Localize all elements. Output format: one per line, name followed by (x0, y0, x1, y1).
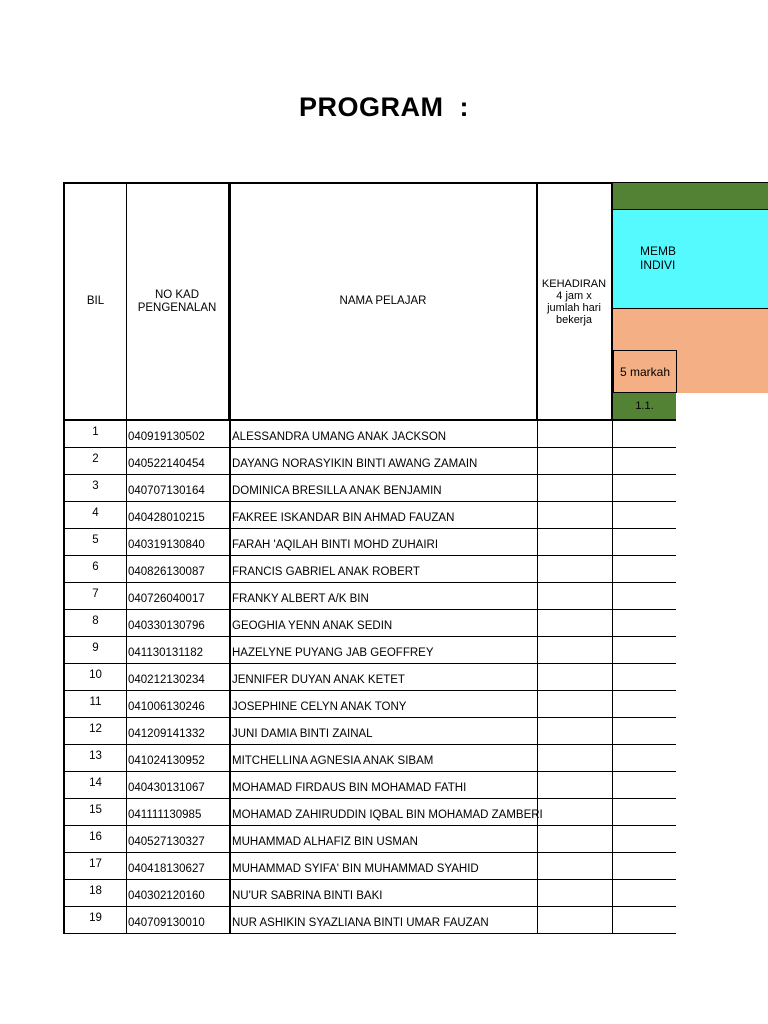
row-attendance[interactable] (537, 826, 613, 853)
marks-cell (613, 350, 677, 393)
section-header-band (613, 182, 768, 209)
row-name: HAZELYNE PUYANG JAB GEOFFREY (231, 637, 538, 664)
table-row (63, 610, 676, 637)
row-ic: 040430131067 (127, 772, 231, 799)
row-bil: 2 (63, 448, 127, 475)
row-name: ALESSANDRA UMANG ANAK JACKSON (231, 421, 538, 448)
table-row (63, 853, 676, 880)
row-attendance[interactable] (537, 853, 613, 880)
row-score[interactable] (613, 853, 676, 880)
row-bil: 3 (63, 475, 127, 502)
row-attendance[interactable] (537, 421, 613, 448)
row-bil: 10 (63, 664, 127, 691)
table-row (63, 826, 676, 853)
header-attendance (537, 182, 613, 421)
row-name: DAYANG NORASYIKIN BINTI AWANG ZAMAIN (231, 448, 538, 475)
row-name: FRANCIS GABRIEL ANAK ROBERT (231, 556, 538, 583)
row-bil: 16 (63, 826, 127, 853)
row-bil: 17 (63, 853, 127, 880)
table-row (63, 556, 676, 583)
row-ic: 040726040017 (127, 583, 231, 610)
row-name: JUNI DAMIA BINTI ZAINAL (231, 718, 538, 745)
row-ic: 040707130164 (127, 475, 231, 502)
row-bil: 13 (63, 745, 127, 772)
row-name: MITCHELLINA AGNESIA ANAK SIBAM (231, 745, 538, 772)
row-ic: 041111130985 (127, 799, 231, 826)
row-score[interactable] (613, 421, 676, 448)
table-row (63, 880, 676, 907)
item-number-label: 1.1. (635, 400, 654, 412)
row-score[interactable] (613, 637, 676, 664)
row-name: DOMINICA BRESILLA ANAK BENJAMIN (231, 475, 538, 502)
table-row (63, 448, 676, 475)
header-bil (63, 182, 127, 421)
row-attendance[interactable] (537, 664, 613, 691)
row-ic: 041209141332 (127, 718, 231, 745)
row-ic: 040330130796 (127, 610, 231, 637)
row-attendance[interactable] (537, 448, 613, 475)
row-ic: 040212130234 (127, 664, 231, 691)
row-attendance[interactable] (537, 691, 613, 718)
row-bil: 19 (63, 907, 127, 934)
table-row (63, 907, 676, 934)
row-attendance[interactable] (537, 880, 613, 907)
row-name: MOHAMAD FIRDAUS BIN MOHAMAD FATHI (231, 772, 538, 799)
row-bil: 18 (63, 880, 127, 907)
row-name: GEOGHIA YENN ANAK SEDIN (231, 610, 538, 637)
section-title-label: MEMB INDIVI (640, 244, 676, 272)
table-row (63, 772, 676, 799)
row-score[interactable] (613, 556, 676, 583)
row-score[interactable] (613, 718, 676, 745)
row-ic: 040527130327 (127, 826, 231, 853)
clipped-area (676, 393, 768, 933)
row-attendance[interactable] (537, 475, 613, 502)
row-bil: 9 (63, 637, 127, 664)
row-ic: 041006130246 (127, 691, 231, 718)
row-bil: 14 (63, 772, 127, 799)
row-attendance[interactable] (537, 745, 613, 772)
row-attendance[interactable] (537, 718, 613, 745)
table-row (63, 529, 676, 556)
row-ic: 040709130010 (127, 907, 231, 934)
row-ic: 041130131182 (127, 637, 231, 664)
row-score[interactable] (613, 448, 676, 475)
row-score[interactable] (613, 664, 676, 691)
header-name-label: NAMA PELAJAR (339, 295, 427, 307)
row-attendance[interactable] (537, 799, 613, 826)
row-bil: 7 (63, 583, 127, 610)
row-score[interactable] (613, 907, 676, 934)
row-bil: 4 (63, 502, 127, 529)
table-row (63, 502, 676, 529)
row-attendance[interactable] (537, 529, 613, 556)
row-score[interactable] (613, 772, 676, 799)
row-bil: 6 (63, 556, 127, 583)
row-attendance[interactable] (537, 556, 613, 583)
row-name: NU'UR SABRINA BINTI BAKI (231, 880, 538, 907)
page-title: PROGRAM : (299, 92, 469, 122)
row-attendance[interactable] (537, 772, 613, 799)
row-ic: 040522140454 (127, 448, 231, 475)
header-name (230, 182, 538, 421)
header-ic (126, 182, 231, 421)
table-row (63, 718, 676, 745)
row-ic: 040919130502 (127, 421, 231, 448)
header-bil-label: BIL (86, 295, 105, 307)
table-row (63, 583, 676, 610)
row-name: FAKREE ISKANDAR BIN AHMAD FAUZAN (231, 502, 538, 529)
row-bil: 12 (63, 718, 127, 745)
row-name: FARAH 'AQILAH BINTI MOHD ZUHAIRI (231, 529, 538, 556)
row-name: NUR ASHIKIN SYAZLIANA BINTI UMAR FAUZAN (231, 907, 538, 934)
header-attendance-label: KEHADIRAN 4 jam x jumlah hari bekerja (541, 277, 607, 326)
row-bil: 15 (63, 799, 127, 826)
row-name: JOSEPHINE CELYN ANAK TONY (231, 691, 538, 718)
row-score[interactable] (613, 475, 676, 502)
row-ic: 040428010215 (127, 502, 231, 529)
row-score[interactable] (613, 745, 676, 772)
row-bil: 11 (63, 691, 127, 718)
row-score[interactable] (613, 529, 676, 556)
row-score[interactable] (613, 610, 676, 637)
row-name: MOHAMAD ZAHIRUDDIN IQBAL BIN MOHAMAD ZAMBERI (231, 799, 538, 826)
row-name: MUHAMMAD SYIFA' BIN MUHAMMAD SYAHID (231, 853, 538, 880)
row-attendance[interactable] (537, 637, 613, 664)
section-title-block (613, 209, 768, 308)
table-row (63, 637, 676, 664)
row-name: FRANKY ALBERT A/K BIN (231, 583, 538, 610)
table-row (63, 691, 676, 718)
row-ic: 041024130952 (127, 745, 231, 772)
row-ic: 040418130627 (127, 853, 231, 880)
row-ic: 040319130840 (127, 529, 231, 556)
row-score[interactable] (613, 583, 676, 610)
row-attendance[interactable] (537, 610, 613, 637)
table-row (63, 421, 676, 448)
row-name: MUHAMMAD ALHAFIZ BIN USMAN (231, 826, 538, 853)
row-bil: 5 (63, 529, 127, 556)
row-score[interactable] (613, 691, 676, 718)
table-row (63, 475, 676, 502)
row-bil: 1 (63, 421, 127, 448)
header-ic-label: NO KAD PENGENALAN (137, 288, 217, 314)
table-row (63, 799, 676, 826)
row-score[interactable] (613, 826, 676, 853)
row-attendance[interactable] (537, 502, 613, 529)
table-row (63, 745, 676, 772)
row-ic: 040302120160 (127, 880, 231, 907)
row-score[interactable] (613, 502, 676, 529)
row-attendance[interactable] (537, 907, 613, 934)
table-row (63, 664, 676, 691)
item-number-cell (613, 393, 676, 421)
row-attendance[interactable] (537, 583, 613, 610)
row-bil: 8 (63, 610, 127, 637)
row-score[interactable] (613, 799, 676, 826)
row-name: JENNIFER DUYAN ANAK KETET (231, 664, 538, 691)
row-score[interactable] (613, 880, 676, 907)
row-ic: 040826130087 (127, 556, 231, 583)
marks-label: 5 markah (619, 364, 671, 379)
